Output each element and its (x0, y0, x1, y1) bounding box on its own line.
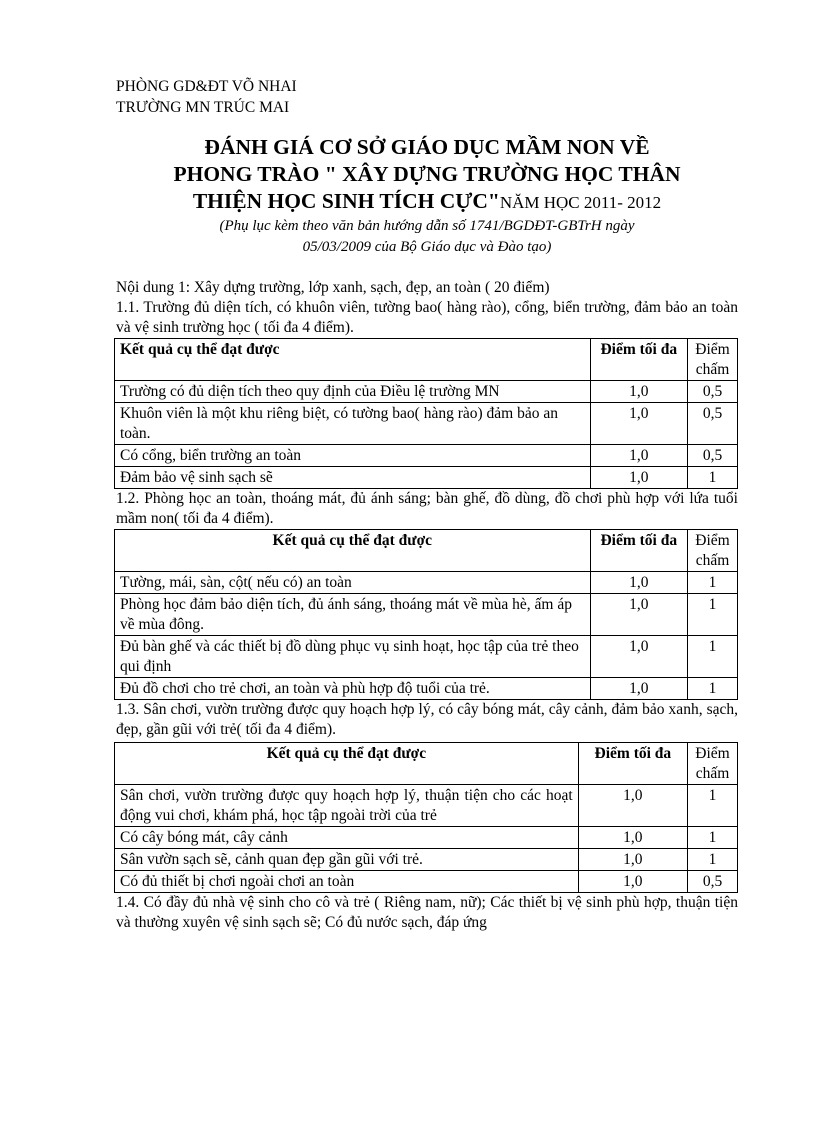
max-score: 1,0 (578, 871, 687, 893)
col-max-header: Điểm tối đa (590, 530, 687, 572)
given-score: 0,5 (688, 871, 738, 893)
col-result-header: Kết quả cụ thể đạt được (115, 743, 579, 785)
given-score: 1 (688, 636, 738, 678)
max-score: 1,0 (578, 827, 687, 849)
table-row (115, 381, 738, 403)
content-1-heading: Nội dung 1: Xây dựng trường, lớp xanh, sạch, đẹp, an toàn ( 20 điểm) (116, 279, 550, 296)
table-row (115, 445, 738, 467)
table-row (115, 871, 738, 893)
section-1-1-table (114, 338, 738, 489)
max-score: 1,0 (590, 403, 687, 445)
max-score: 1,0 (590, 678, 687, 700)
school-year: NĂM HỌC 2011- 2012 (499, 193, 662, 212)
section-1-4-heading: 1.4. Có đầy đủ nhà vệ sinh cho cô và trẻ ( Riêng nam, nữ); Các thiết bị vệ sinh phù hợp, thuận tiện và thường xuyên vệ sinh sạch sẽ; Có đủ nước sạch, đáp ứng (116, 894, 738, 931)
col-score-header: Điểm chấm (688, 339, 738, 381)
max-score: 1,0 (590, 594, 687, 636)
title-line-3-bold: THIỆN HỌC SINH TÍCH CỰC" (192, 189, 500, 213)
given-score: 1 (688, 785, 738, 827)
table-row (115, 849, 738, 871)
criterion-text: Có cây bóng mát, cây cảnh (115, 827, 579, 849)
col-score-header: Điểm chấm (688, 530, 738, 572)
criterion-text: Sân chơi, vườn trường được quy hoạch hợp lý, thuận tiện cho các hoạt động vui chơi, khám phá, học tập ngoài trời của trẻ (115, 785, 579, 827)
table-header-row (115, 743, 738, 785)
max-score: 1,0 (590, 636, 687, 678)
title-line-1: ĐÁNH GIÁ CƠ SỞ GIÁO DỤC MẦM NON VỀ (204, 135, 650, 159)
title-line-3 (116, 188, 738, 216)
max-score: 1,0 (590, 445, 687, 467)
col-max-header: Điểm tối đa (590, 339, 687, 381)
document-title (116, 134, 738, 216)
given-score: 1 (688, 849, 738, 871)
col-max-header: Điểm tối đa (578, 743, 687, 785)
table-row (115, 467, 738, 489)
criterion-text: Đảm bảo vệ sinh sạch sẽ (115, 467, 591, 489)
subtitle-line-1: (Phụ lục kèm theo văn bản hướng dẫn số 1741/BGDĐT-GBTrH ngày (219, 218, 635, 234)
table-row (115, 403, 738, 445)
max-score: 1,0 (590, 467, 687, 489)
given-score: 0,5 (688, 381, 738, 403)
table-row (115, 594, 738, 636)
table-row (115, 827, 738, 849)
document-page (116, 76, 738, 933)
given-score: 0,5 (688, 403, 738, 445)
given-score: 1 (688, 467, 738, 489)
section-1-2-heading: 1.2. Phòng học an toàn, thoáng mát, đủ ánh sáng; bàn ghế, đồ dùng, đồ chơi phù hợp với lứa tuổi mầm non( tối đa 4 điểm). (116, 490, 738, 527)
table-row (115, 785, 738, 827)
criterion-text: Có cổng, biển trường an toàn (115, 445, 591, 467)
table-header-row (115, 339, 738, 381)
criterion-text: Sân vườn sạch sẽ, cảnh quan đẹp gần gũi với trẻ. (115, 849, 579, 871)
criterion-text: Có đủ thiết bị chơi ngoài chơi an toàn (115, 871, 579, 893)
col-result-header: Kết quả cụ thể đạt được (115, 339, 591, 381)
table-row (115, 572, 738, 594)
table-row (115, 678, 738, 700)
title-line-2: PHONG TRÀO " XÂY DỰNG TRƯỜNG HỌC THÂN (173, 162, 681, 186)
criterion-text: Đủ đồ chơi cho trẻ chơi, an toàn và phù hợp độ tuổi của trẻ. (115, 678, 591, 700)
section-1-2-table (114, 529, 738, 700)
criterion-text: Đủ bàn ghế và các thiết bị đồ dùng phục vụ sinh hoạt, học tập của trẻ theo qui định (115, 636, 591, 678)
section-1-1-heading: 1.1. Trường đủ diện tích, có khuôn viên, tường bao( hàng rào), cổng, biển trường, đảm bảo an toàn và vệ sinh trường học ( tối đa 4 điểm). (116, 299, 738, 336)
max-score: 1,0 (590, 381, 687, 403)
department-name: PHÒNG GD&ĐT VÕ NHAI (116, 78, 297, 95)
criterion-text: Tường, mái, sàn, cột( nếu có) an toàn (115, 572, 591, 594)
school-name: TRƯỜNG MN TRÚC MAI (116, 99, 290, 116)
subtitle-line-2: 05/03/2009 của Bộ Giáo dục và Đào tạo) (302, 239, 552, 255)
given-score: 1 (688, 678, 738, 700)
max-score: 1,0 (578, 785, 687, 827)
max-score: 1,0 (578, 849, 687, 871)
max-score: 1,0 (590, 572, 687, 594)
section-1-3-table (114, 742, 738, 893)
given-score: 1 (688, 572, 738, 594)
col-score-header: Điểm chấm (688, 743, 738, 785)
table-header-row (115, 530, 738, 572)
given-score: 1 (688, 594, 738, 636)
table-row (115, 636, 738, 678)
given-score: 1 (688, 827, 738, 849)
criterion-text: Phòng học đảm bảo diện tích, đủ ánh sáng, thoáng mát về mùa hè, ấm áp về mùa đông. (115, 594, 591, 636)
criterion-text: Trường có đủ diện tích theo quy định của Điều lệ trường MN (115, 381, 591, 403)
given-score: 0,5 (688, 445, 738, 467)
criterion-text: Khuôn viên là một khu riêng biệt, có tường bao( hàng rào) đảm bảo an toàn. (115, 403, 591, 445)
section-1-3-heading: 1.3. Sân chơi, vườn trường được quy hoạch hợp lý, có cây bóng mát, cây cảnh, đảm bảo xanh, sạch, đẹp, gần gũi với trẻ( tối đa 4 điểm). (116, 701, 738, 738)
col-result-header: Kết quả cụ thể đạt được (115, 530, 591, 572)
